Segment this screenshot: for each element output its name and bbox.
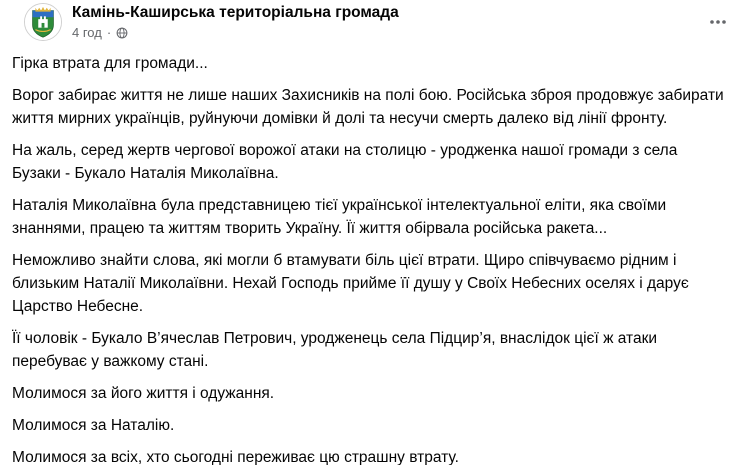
globe-icon[interactable] (116, 27, 128, 39)
post-paragraph: Наталія Миколаївна була представницею тієї української інтелектуальної еліти, яка своїми знаннями, працею та життям творить Україну. Її життя обірвала російська ракета... (12, 197, 667, 237)
page-avatar[interactable] (24, 3, 62, 41)
post-paragraph: Її чоловік - Букало В’ячеслав Петрович, уродженець села Підцир’я, внаслідок цієї ж атаки перебуває у важкому стані. (12, 330, 658, 370)
post-paragraph: Молимося за всіх, хто сьогодні переживає цю страшну втрату. (12, 449, 459, 465)
post-subline (72, 25, 399, 41)
separator-dot: · (106, 25, 112, 40)
post-body (12, 52, 728, 465)
community-coat-of-arms-icon (25, 4, 61, 40)
post-paragraph: На жаль, серед жертв чергової ворожої атаки на столицю - уродженка нашої громади з села Бузаки - Букало Наталія Миколаївна. (12, 142, 678, 182)
post-paragraph: Неможливо знайти слова, які могли б втамувати біль цієї втрати. Щиро співчуваємо рідним і близьким Наталії Миколаївни. Нехай Господь прийме її душу у Своїх Небесних оселях і дарує Царство Небесне. (12, 252, 689, 315)
post-paragraph: Ворог забирає життя не лише наших Захисників на полі бою. Російська зброя продовжує забирати життя мирних українців, руйнуючи домівки й долі та несучи смерть далеко від лінії фронту. (12, 87, 724, 127)
more-options-button[interactable] (704, 8, 732, 36)
page-name-link[interactable]: Камінь-Каширська територіальна громада (72, 4, 399, 21)
more-horizontal-icon (708, 12, 728, 32)
post-meta (72, 3, 399, 41)
post-paragraph: Молимося за його життя і одужання. (12, 385, 275, 402)
post-paragraph: Молимося за Наталію. (12, 417, 175, 434)
post-paragraph: Гірка втрата для громади... (12, 55, 208, 72)
post-header (12, 0, 740, 44)
post-timestamp[interactable]: 4 год (72, 25, 102, 40)
